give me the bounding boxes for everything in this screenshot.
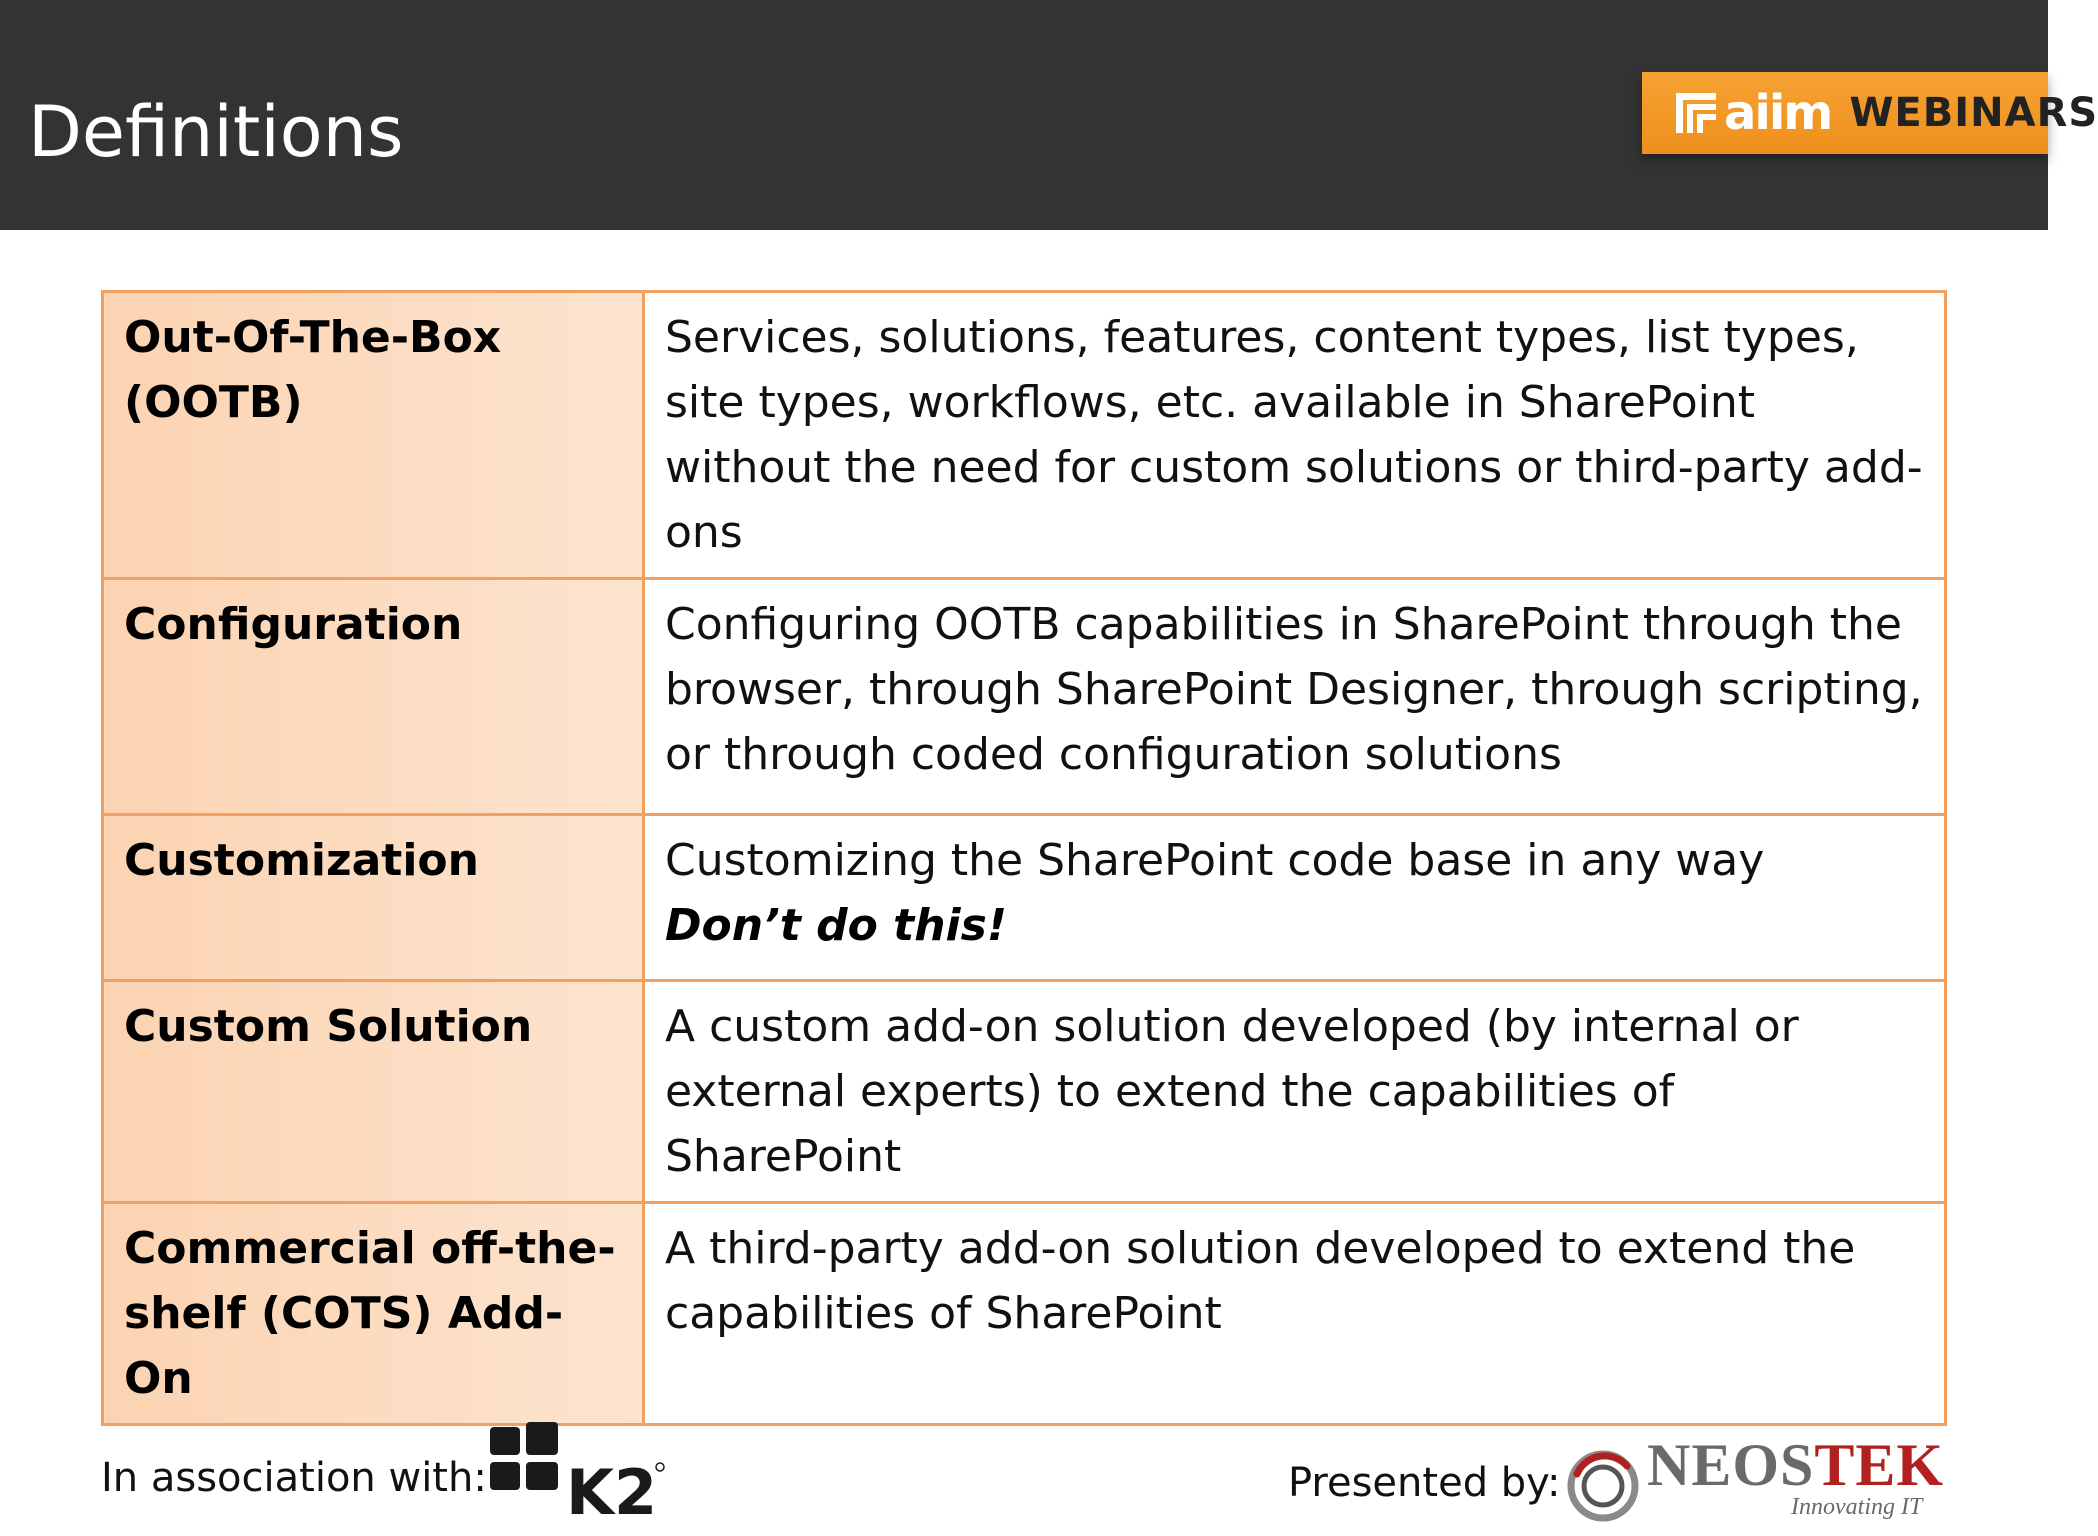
association-label: In association with: xyxy=(101,1455,487,1501)
definition-description-cell xyxy=(644,815,1946,981)
k2-logo xyxy=(490,1422,670,1529)
definition-term: Configuration xyxy=(103,579,644,815)
definition-row xyxy=(103,1203,1946,1425)
neostek-name-a: NEOS xyxy=(1647,1432,1815,1498)
k2-wordmark: K2 xyxy=(566,1456,658,1529)
webinars-label: WEBINARS xyxy=(1849,90,2098,136)
definition-row xyxy=(103,579,1946,815)
definition-row xyxy=(103,981,1946,1203)
definition-row xyxy=(103,292,1946,579)
neostek-name-b: TEK xyxy=(1814,1432,1945,1498)
definition-description: A third-party add-on solution developed to extend the capabilities of SharePoint xyxy=(644,1203,1946,1425)
neostek-tagline: Innovating IT xyxy=(1791,1494,1923,1520)
definition-term: Custom Solution xyxy=(103,981,644,1203)
aiim-webinars-badge xyxy=(1642,72,2098,154)
neostek-wordmark xyxy=(1647,1430,1944,1500)
aiim-wordmark: aiim xyxy=(1724,85,1832,141)
definition-term: Commercial off-the-shelf (COTS) Add-On xyxy=(103,1203,644,1425)
slide-header xyxy=(0,0,2098,230)
neostek-logo xyxy=(1565,1432,1945,1528)
definition-term: Out-Of-The-Box (OOTB) xyxy=(103,292,644,579)
presented-by-label: Presented by: xyxy=(1288,1460,1561,1506)
definition-description: Services, solutions, features, content types, list types, site types, workflows, etc. available in SharePoint without the need for custom solutions or third-party add-ons xyxy=(644,292,1946,579)
definition-term: Customization xyxy=(103,815,644,981)
definition-description: Configuring OOTB capabilities in SharePoint through the browser, through SharePoint Designer, through scripting, or through coded configuration solutions xyxy=(644,579,1946,815)
definition-row xyxy=(103,815,1946,981)
slide-title: Definitions xyxy=(28,91,404,173)
aiim-logo-icon xyxy=(1676,93,1716,133)
definitions-table xyxy=(101,290,1947,1426)
definition-description: Customizing the SharePoint code base in any way xyxy=(665,835,1765,886)
definition-emphasis: Don’t do this! xyxy=(665,900,1007,951)
definition-description: A custom add-on solution developed (by internal or external experts) to extend the capabilities of SharePoint xyxy=(644,981,1946,1203)
neostek-swirl-icon xyxy=(1565,1446,1641,1526)
